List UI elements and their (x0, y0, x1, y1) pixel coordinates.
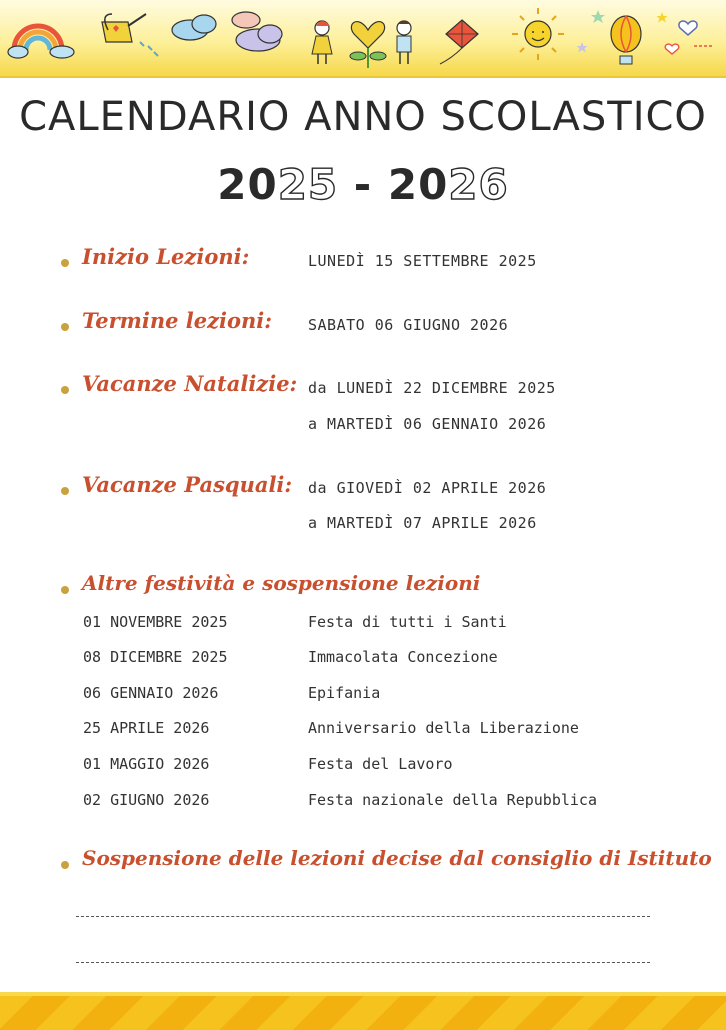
value-inizio-lezioni: LUNEDÌ 15 SETTEMBRE 2025 (308, 252, 537, 270)
bullet-icon (61, 861, 69, 869)
holiday-desc: Epifania (308, 684, 381, 702)
bullet-icon (61, 487, 69, 495)
bullet-icon (61, 259, 69, 267)
hot-air-balloon-icon (611, 16, 641, 64)
heart-icon (665, 21, 714, 54)
page-title: CALENDARIO ANNO SCOLASTICO (19, 94, 707, 140)
value-natale-end: a MARTEDÌ 06 GENNAIO 2026 (308, 415, 547, 433)
blank-line (76, 916, 650, 917)
value-pasqua-start: da GIOVEDÌ 02 APRILE 2026 (308, 479, 547, 497)
label-inizio-lezioni: Inizio Lezioni: (82, 244, 250, 269)
holiday-date: 01 MAGGIO 2026 (83, 755, 210, 773)
holiday-date: 25 APRILE 2026 (83, 719, 210, 737)
blank-line (76, 962, 650, 963)
sun-icon (512, 8, 564, 60)
value-natale-start: da LUNEDÌ 22 DICEMBRE 2025 (308, 379, 556, 397)
girl-icon (312, 21, 332, 64)
kite-icon (440, 20, 478, 64)
label-vacanze-pasquali: Vacanze Pasquali: (82, 472, 293, 497)
holiday-date: 01 NOVEMBRE 2025 (83, 613, 228, 631)
school-year: 2025 - 2026 (217, 160, 509, 209)
label-altre-festivita: Altre festività e sospensione lezioni (82, 571, 481, 595)
holiday-desc: Festa di tutti i Santi (308, 613, 507, 631)
holiday-desc: Immacolata Concezione (308, 648, 498, 666)
holiday-desc: Festa nazionale della Repubblica (308, 791, 597, 809)
rainbow-icon (8, 26, 74, 58)
footer-decoration-band (0, 992, 726, 1030)
cloud-icon (172, 12, 282, 51)
bullet-icon (61, 386, 69, 394)
value-pasqua-end: a MARTEDÌ 07 APRILE 2026 (308, 514, 537, 532)
value-termine-lezioni: SABATO 06 GIUGNO 2026 (308, 316, 509, 334)
label-termine-lezioni: Termine lezioni: (82, 308, 273, 333)
holiday-date: 06 GENNAIO 2026 (83, 684, 219, 702)
boy-icon (397, 21, 411, 64)
header-decoration-band (0, 0, 726, 78)
holiday-date: 08 DICEMBRE 2025 (83, 648, 228, 666)
label-sospensione: Sospensione delle lezioni decise dal consiglio di Istituto (82, 846, 712, 870)
watering-can-icon (102, 14, 158, 56)
bullet-icon (61, 323, 69, 331)
holiday-desc: Anniversario della Liberazione (308, 719, 579, 737)
label-vacanze-natalizie: Vacanze Natalizie: (82, 371, 298, 396)
heart-plant-icon (350, 22, 386, 68)
holiday-date: 02 GIUGNO 2026 (83, 791, 210, 809)
holiday-desc: Festa del Lavoro (308, 755, 453, 773)
bullet-icon (61, 586, 69, 594)
